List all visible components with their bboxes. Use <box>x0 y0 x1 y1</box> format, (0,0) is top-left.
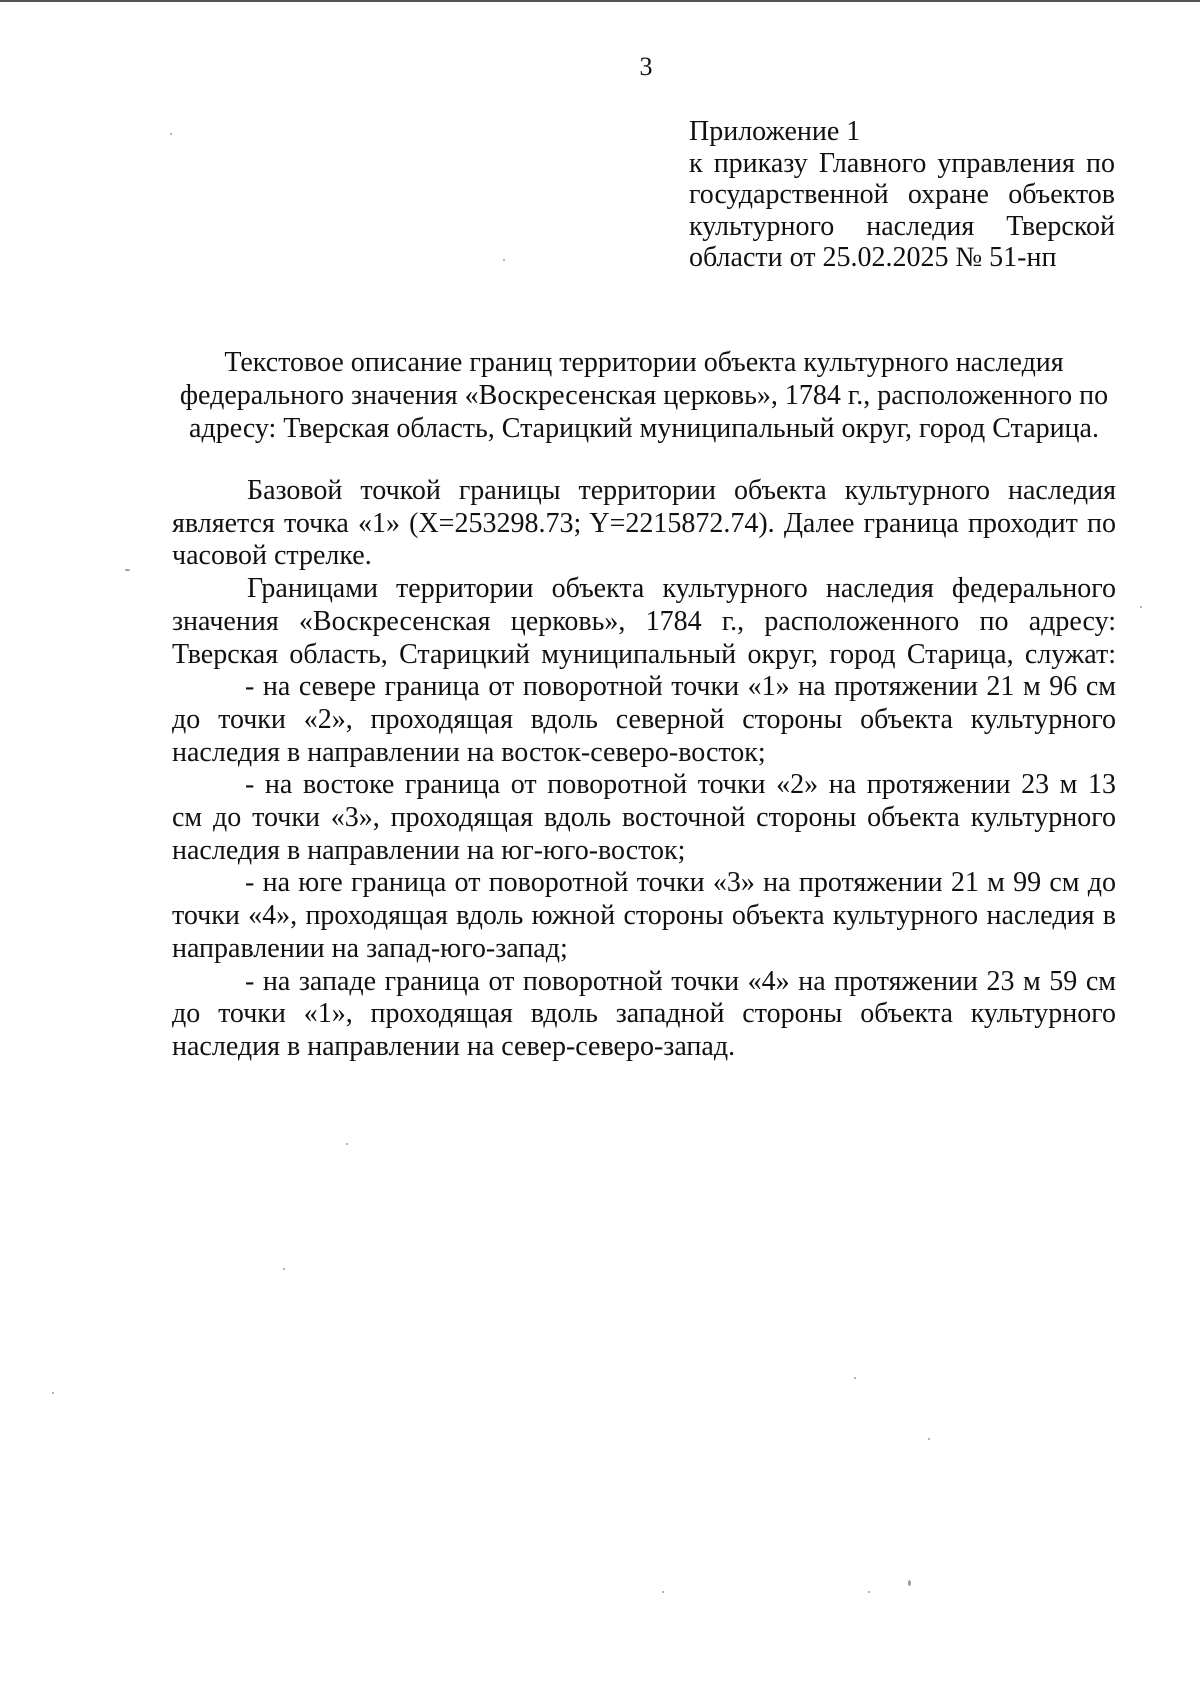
boundary-item-south <box>172 867 1116 965</box>
boundary-line: до точки «2», проходящая вдоль северной стороны объекта культурного <box>172 703 1116 735</box>
page-number: 3 <box>639 52 653 81</box>
paragraph-line: Тверская область, Старицкий муниципальный округ, город Старица, служат: <box>172 638 1116 670</box>
boundary-line: до точки «1», проходящая вдоль западной стороны объекта культурного <box>172 998 1116 1030</box>
boundary-item-west <box>172 966 1116 1064</box>
appendix-line: культурного наследия Тверской <box>689 210 1115 242</box>
appendix-line: к приказу Главного управления по <box>689 147 1115 179</box>
scan-speck <box>283 1268 285 1270</box>
paragraph-boundaries-intro <box>172 573 1116 671</box>
appendix-line: Приложение 1 <box>689 116 861 147</box>
paragraph-line: Базовой точкой границы территории объекта культурного наследия <box>247 475 1116 506</box>
boundary-line: - на юге граница от поворотной точки «3» на протяжении 21 м 99 см до <box>245 867 1116 899</box>
paragraph-line: значения «Воскресенская церковь», 1784 г., расположенного по адресу: <box>172 605 1116 637</box>
scan-speck <box>928 1438 930 1440</box>
paragraph-line: часовой стрелке. <box>172 540 372 572</box>
paragraph-line: Границами территории объекта культурного наследия федерального <box>247 573 1116 605</box>
scan-speck <box>868 1591 870 1593</box>
scan-speck <box>346 1143 348 1145</box>
boundary-line: наследия в направлении на север-северо-запад. <box>172 1030 736 1062</box>
boundary-line: - на западе граница от поворотной точки «4» на протяжении 23 м 59 см <box>245 965 1116 997</box>
document-body <box>172 475 1116 1064</box>
appendix-line: области от 25.02.2025 № 51-нп <box>689 242 1057 273</box>
boundary-line: направлении на запад-юго-запад; <box>172 932 568 964</box>
boundary-line: см до точки «3», проходящая вдоль восточной стороны объекта культурного <box>172 802 1116 834</box>
paragraph-base-point <box>172 475 1116 573</box>
paragraph-line: является точка «1» (X=253298.73; Y=2215872.74). Далее граница проходит по <box>172 507 1116 539</box>
document-title <box>172 346 1116 445</box>
boundary-line: наследия в направлении на восток-северо-восток; <box>172 736 766 768</box>
boundary-line: наследия в направлении на юг-юго-восток; <box>172 834 686 866</box>
scan-speck <box>1140 606 1142 608</box>
boundary-line: точки «4», проходящая вдоль южной стороны объекта культурного наследия в <box>172 900 1116 932</box>
boundary-item-north <box>172 671 1116 769</box>
title-line: адресу: Тверская область, Старицкий муниципальный округ, город Старица. <box>189 413 1099 444</box>
scan-speck <box>170 133 172 135</box>
scan-top-edge <box>0 0 1200 2</box>
title-line: федерального значения «Воскресенская церковь», 1784 г., расположенного по <box>179 380 1109 411</box>
scan-speck <box>503 259 505 261</box>
boundary-line: - на севере граница от поворотной точки «1» на протяжении 21 м 96 см <box>245 671 1116 703</box>
appendix-header <box>689 116 1115 274</box>
boundary-line: - на востоке граница от поворотной точки «2» на протяжении 23 м 13 <box>245 769 1116 801</box>
scan-speck <box>908 1580 911 1586</box>
scan-speck <box>52 1392 54 1394</box>
scan-speck <box>662 1591 664 1593</box>
scan-speck <box>854 1377 856 1379</box>
appendix-line: государственной охране объектов <box>689 179 1115 210</box>
title-line: Текстовое описание границ территории объекта культурного наследия <box>224 347 1064 378</box>
boundary-item-east <box>172 769 1116 867</box>
scan-speck <box>125 569 130 571</box>
